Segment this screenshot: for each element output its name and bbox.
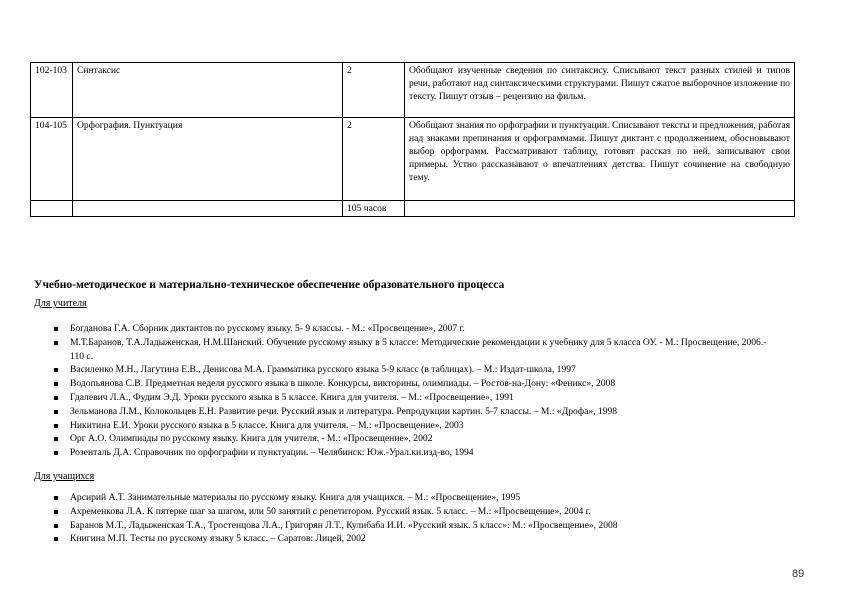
table-row — [31, 63, 795, 118]
students-heading: Для учащихся — [34, 471, 95, 482]
list-item: Зельманова Л.М., Колокольцев Е.Н. Развитие речи. Русский язык и литература. Репродукции картин. 5-7 классы. – М.: «Дрофа», 1998 — [34, 405, 774, 419]
section-title: Учебно-методическое и материально-техническое обеспечение образовательного процесса — [34, 279, 505, 291]
bullet-icon — [54, 451, 58, 455]
bullet-icon — [54, 396, 58, 400]
list-item: Василенко М.Н., Лагутина Е.В., Денисова М.А. Грамматика русского языка 5-9 класс (в таблицах). – М.: Издат-школа, 1997 — [34, 363, 774, 377]
total-hours: 105 часов — [343, 201, 405, 217]
lesson-activities: Обобщают изученные сведения по синтаксису. Списывают текст разных стилей и типов речи, работают над синтаксическими структурами. Пишут сжатое выборочное изложение по тексту. Пишут отзыв – рецензию на фильм. — [405, 63, 795, 118]
table-row-total — [31, 201, 795, 217]
table-row — [31, 118, 795, 201]
list-item: Орг А.О. Олимпиады по русскому языку. Книга для учителя. - М.: «Просвещение», 2002 — [34, 432, 774, 446]
lesson-hours: 2 — [343, 118, 405, 201]
lesson-topic: Синтаксис — [73, 63, 343, 118]
bullet-icon — [54, 537, 58, 541]
list-item: М.Т.Баранов, Т.А.Ладыженская, Н.М.Шанский. Обучение русскому языку в 5 классе: Методические рекомендации к учебнику для 5 класса ОУ. - М.: Просвещение, 2006.- 110 с. — [34, 336, 774, 364]
list-item: Ахременкова Л.А. К пятерке шаг за шагом, или 50 занятий с репетитором. Русский язык. 5 класс. – М.: «Просвещение», 2004 г. — [34, 505, 774, 519]
lesson-number: 102-103 — [31, 63, 73, 118]
bullet-icon — [54, 496, 58, 500]
list-item: Гдалевич Л.А., Фудим Э.Д. Уроки русского языка в 5 классе. Книга для учителя. – М.: «Просвещение», 1991 — [34, 391, 774, 405]
list-item: Водопьянова С.В. Предметная неделя русского языка в школе. Конкурсы, викторины, олимпиады. – Ростов-на-Дону: «Феникс», 2008 — [34, 377, 774, 391]
students-references — [34, 491, 774, 546]
list-item: Книгина М.П. Тесты по русскому языку 5 класс. – Саратов: Лицей, 2002 — [34, 532, 774, 546]
bullet-icon — [54, 524, 58, 528]
teacher-heading: Для учителя — [34, 298, 87, 309]
page-number: 89 — [792, 568, 805, 580]
lesson-number: 104-105 — [31, 118, 73, 201]
bullet-icon — [54, 424, 58, 428]
bullet-icon — [54, 382, 58, 386]
lesson-hours: 2 — [343, 63, 405, 118]
teacher-references — [34, 322, 774, 460]
bullet-icon — [54, 437, 58, 441]
lesson-topic: Орфография. Пунктуация — [73, 118, 343, 201]
bullet-icon — [54, 327, 58, 331]
lesson-plan-table — [30, 62, 795, 217]
list-item: Богданова Г.А. Сборник диктантов по русскому языку. 5- 9 классы. - М.: «Просвещение», 2007 г. — [34, 322, 774, 336]
lesson-activities: Обобщают знания по орфографии и пунктуации. Списывают тексты и предложения, работая над знаками препинания и орфограммами. Пишут диктант с продолжением, обосновывают выбор орфограмм. Рассматривают таблицу, готовят рассказ по ней, записывают свои примеры. Устно рассказывают о впечатлениях детства. Пишут сочинение на свободную тему. — [405, 118, 795, 201]
list-item: Никитина Е.И. Уроки русского языка в 5 классе. Книга для учителя. – М.: «Просвещение», 2003 — [34, 419, 774, 433]
bullet-icon — [54, 341, 58, 345]
list-item: Арсирий А.Т. Занимательные материалы по русскому языку. Книга для учащихся. – М.: «Просвещение», 1995 — [34, 491, 774, 505]
list-item: Баранов М.Т., Ладыженская Т.А., Тростенцова Л.А., Григорян Л.Т., Кулибаба И.И. «Русский язык. 5 класс»: М.: «Просвещение», 2008 — [34, 519, 774, 533]
bullet-icon — [54, 410, 58, 414]
bullet-icon — [54, 368, 58, 372]
list-item: Розенталь Д.А. Справочник по орфографии и пунктуации. – Челябинск: Юж.-Урал.кн.изд-во, 1994 — [34, 446, 774, 460]
bullet-icon — [54, 510, 58, 514]
